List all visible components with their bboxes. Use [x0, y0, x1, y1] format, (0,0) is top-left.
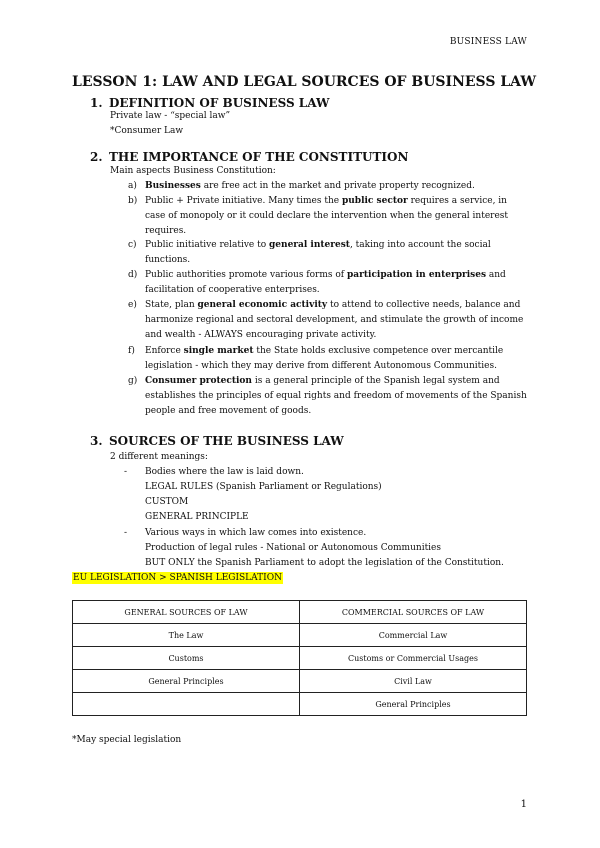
section-number: 2.	[90, 150, 103, 164]
table-cell: General Principles	[300, 693, 527, 716]
bullet-sub-line: BUT ONLY the Spanish Parliament to adopt the legislation of the Constitution.	[145, 558, 504, 568]
list-item-text: Public authorities promote various forms of participation in enterprises and facilitation of cooperative enterprises.	[145, 270, 506, 295]
list-item	[128, 344, 528, 374]
list-item-label: f)	[128, 346, 135, 356]
bullet-sub-line: GENERAL PRINCIPLE	[145, 512, 249, 522]
table-row	[73, 647, 527, 670]
bullet-sub-line: LEGAL RULES (Spanish Parliament or Regulations)	[145, 482, 382, 492]
section-title: SOURCES OF THE BUSINESS LAW	[109, 434, 344, 448]
bold-keyword: general economic activity	[197, 300, 328, 310]
bullet-dash: -	[124, 528, 128, 538]
list-item-label: c)	[128, 240, 137, 250]
bullet-sub-line: Production of legal rules - National or Autonomous Communities	[145, 543, 442, 553]
list-item-label: e)	[128, 300, 137, 310]
list-item-text: Public + Private initiative. Many times the public sector requires a service, in case of monopoly or it could declare the intervention when the general interest requires.	[145, 196, 509, 236]
table-cell: Commercial Law	[300, 624, 527, 647]
running-header: BUSINESS LAW	[449, 37, 527, 47]
table-row	[73, 624, 527, 647]
section-title: DEFINITION OF BUSINESS LAW	[109, 96, 330, 110]
bold-keyword: Consumer protection	[145, 376, 252, 386]
list-item-label: d)	[128, 270, 138, 280]
table-cell: Civil Law	[300, 670, 527, 693]
list-item	[128, 268, 528, 298]
list-item	[128, 238, 528, 268]
list-item	[128, 298, 528, 343]
highlighted-note: EU LEGISLATION > SPANISH LEGISLATION	[73, 573, 282, 583]
bullet-text: Bodies where the law is laid down.	[145, 467, 304, 477]
page-number: 1	[520, 799, 527, 810]
bold-keyword: single market	[183, 346, 254, 356]
section-1-heading	[90, 96, 329, 110]
page-title: LESSON 1: LAW AND LEGAL SOURCES OF BUSINESS LAW	[72, 74, 537, 90]
bullet-text: Various ways in which law comes into existence.	[145, 528, 367, 538]
section-2-intro: Main aspects Business Constitution:	[110, 166, 276, 176]
section-3-intro: 2 different meanings:	[110, 452, 208, 462]
table-cell	[73, 693, 300, 716]
sources-table	[72, 600, 527, 716]
list-item-text: Businesses are free act in the market and private property recognized.	[145, 181, 475, 191]
table-row	[73, 693, 527, 716]
bullet-dash: -	[124, 467, 128, 477]
section-number: 3.	[90, 434, 103, 448]
table-cell: Customs	[73, 647, 300, 670]
table-cell: General Principles	[73, 670, 300, 693]
list-item-text: Enforce single market the State holds exclusive competence over mercantile legislation - which they may derive from different Autonomous Communities.	[145, 346, 504, 371]
list-item-label: g)	[128, 376, 138, 386]
bullet-sub-line: CUSTOM	[145, 497, 189, 507]
list-item-text: State, plan general economic activity to attend to collective needs, balance and harmonize regional and sectoral development, and stimulate the growth of income and wealth - ALWAYS encouraging private activity.	[145, 300, 524, 340]
section-number: 1.	[90, 96, 103, 110]
table-cell: The Law	[73, 624, 300, 647]
bold-keyword: public sector	[341, 196, 408, 206]
table-header-cell: GENERAL SOURCES OF LAW	[73, 601, 300, 624]
list-item-label: a)	[128, 181, 137, 191]
bold-keyword: participation in enterprises	[347, 270, 487, 280]
list-item	[128, 179, 528, 194]
table-row	[73, 670, 527, 693]
table-cell: Customs or Commercial Usages	[300, 647, 527, 670]
bold-keyword: general interest	[269, 240, 350, 250]
list-item-text: Consumer protection is a general principle of the Spanish legal system and establishes the principles of equal rights and freedom of movements of the Spanish people and free movement of goods.	[145, 376, 527, 416]
list-item	[128, 194, 528, 239]
section-1-line: *Consumer Law	[110, 126, 184, 136]
table-header-cell: COMMERCIAL SOURCES OF LAW	[300, 601, 527, 624]
list-item	[128, 374, 528, 419]
bold-keyword: Businesses	[145, 181, 201, 191]
table-header-row	[73, 601, 527, 624]
section-2-heading	[90, 150, 408, 164]
section-3-heading	[90, 434, 344, 448]
list-item-text: Public initiative relative to general interest, taking into account the social functions.	[145, 240, 491, 265]
footnote: *May special legislation	[72, 735, 182, 745]
list-item-label: b)	[128, 196, 138, 206]
section-1-line: Private law - “special law”	[110, 111, 231, 121]
section-title: THE IMPORTANCE OF THE CONSTITUTION	[109, 150, 409, 164]
